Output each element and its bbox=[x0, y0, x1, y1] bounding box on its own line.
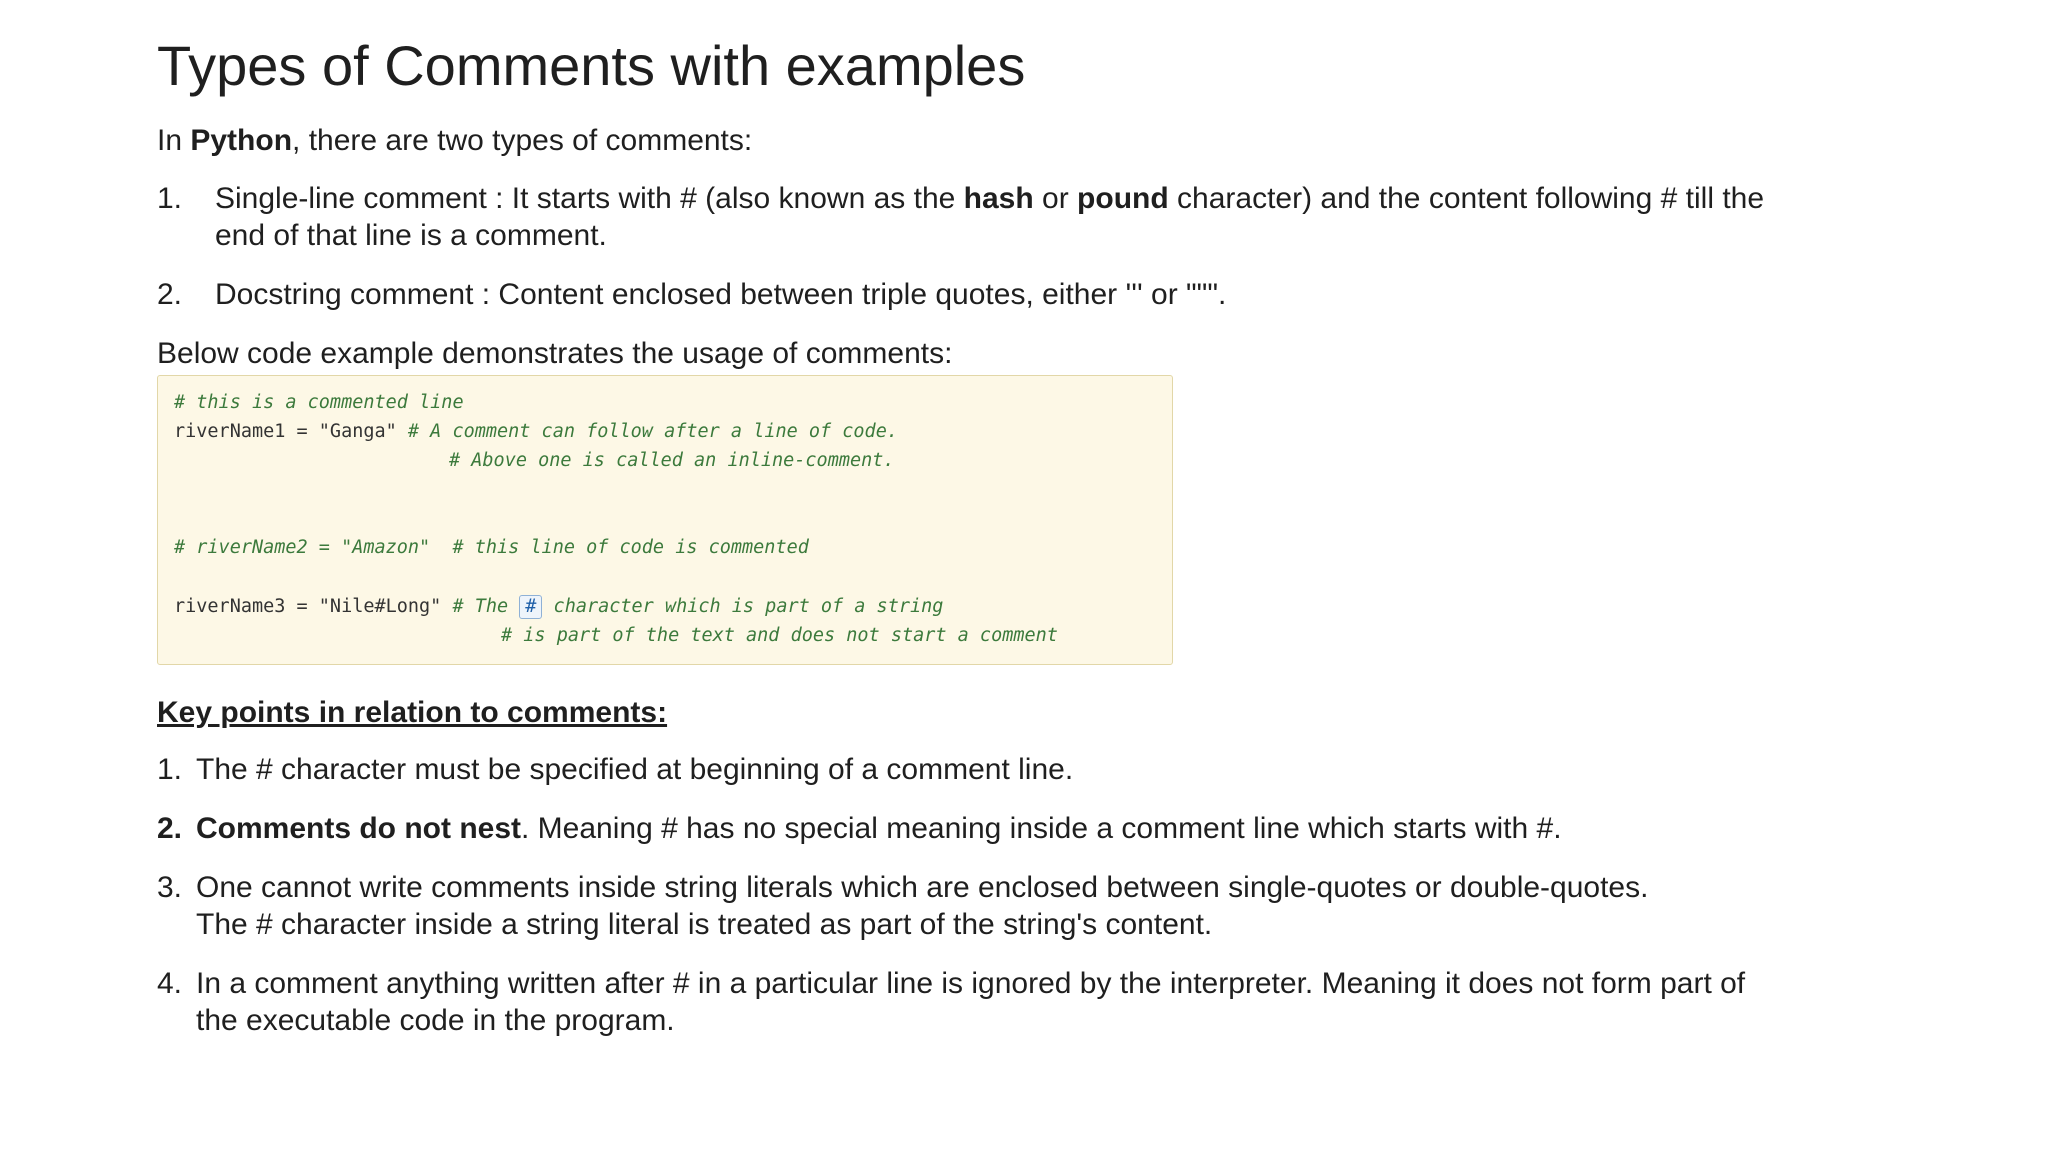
code-line-6: # is part of the text and does not start a comment bbox=[501, 625, 1058, 646]
code-line-5: riverName3 = "Nile#Long" # The # character which is part of a string bbox=[174, 596, 944, 617]
code-intro-paragraph: Below code example demonstrates the usage of comments: bbox=[157, 337, 953, 370]
code-line-3: # Above one is called an inline-comment. bbox=[449, 450, 895, 471]
intro-python-bold: Python bbox=[190, 124, 293, 157]
type-item-1-text: Single-line comment : It starts with # (also known as the hash or pound character) and the content following # till the end of that line is a comment. bbox=[215, 182, 1765, 252]
code-line-4: # riverName2 = "Amazon" # this line of code is commented bbox=[174, 537, 809, 558]
code-line-1: # this is a commented line bbox=[174, 392, 464, 413]
code-line-2: riverName1 = "Ganga" # A comment can follow after a line of code. bbox=[174, 421, 898, 442]
type-item-2-number: 2. bbox=[157, 278, 183, 311]
key-points-heading: Key points in relation to comments: bbox=[157, 696, 668, 729]
type-item-1-number: 1. bbox=[157, 182, 183, 215]
page-title: Types of Comments with examples bbox=[157, 34, 1026, 97]
intro-paragraph: In Python, there are two types of comments: bbox=[157, 124, 753, 157]
code-example-box bbox=[157, 375, 1173, 665]
type-item-2-text: Docstring comment : Content enclosed between triple quotes, either ''' or """. bbox=[215, 278, 1227, 311]
highlighted-hash: # bbox=[519, 595, 542, 619]
